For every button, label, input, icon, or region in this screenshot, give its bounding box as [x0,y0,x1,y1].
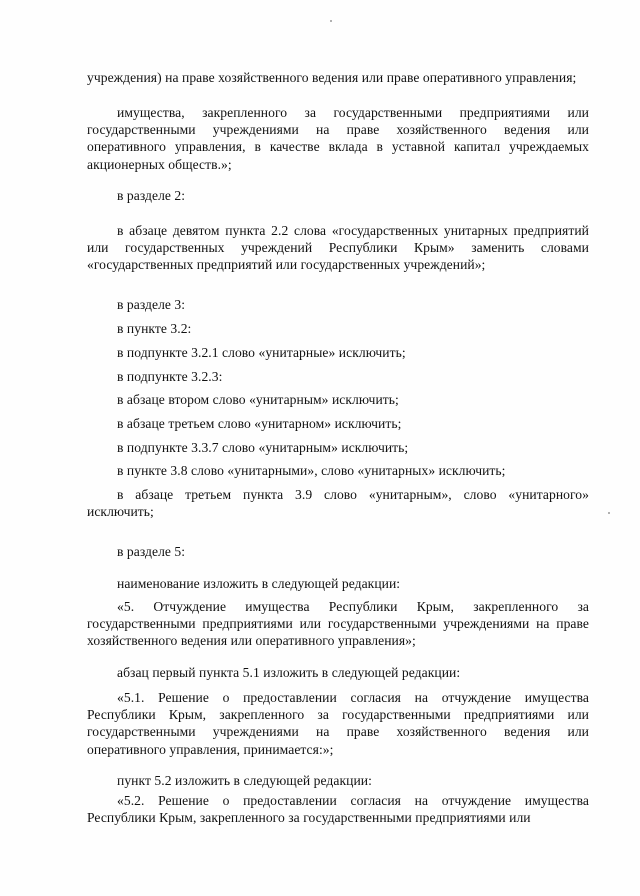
paragraph-point-5-1-wording: абзац первый пункта 5.1 изложить в следующей редакции: [117,665,461,680]
paragraph-third-abzac: в абзаце третьем слово «унитарном» исключить; [117,416,402,431]
paragraph-subpoint-3-2-1: в подпункте 3.2.1 слово «унитарные» исключить; [117,345,406,360]
paragraph-point-3-9: в абзаце третьем пункта 3.9 слово «унитарным», слово «унитарного» исключить; [87,487,589,520]
paragraph-section-5: в разделе 5: [117,544,186,559]
paragraph-title-wording: наименование изложить в следующей редакции: [117,576,401,591]
paragraph-quoted-title-5: «5. Отчуждение имущества Республики Крым, закрепленного за государственными предприятиями или государственными учреждениями на праве хозяйственного ведения или оперативного управления»; [87,599,589,649]
paragraph-subpoint-3-3-7: в подпункте 3.3.7 слово «унитарным» исключить; [117,440,409,455]
paragraph-section-3: в разделе 3: [117,297,186,312]
paragraph-point-3-2: в пункте 3.2: [117,321,192,336]
paragraph-property-contribution: имущества, закрепленного за государственными предприятиями или государственными учреждениями на праве хозяйственного ведения или оперативного управления, в качестве вклада в уставной капитал учреждаемых акционерных обществ.»; [87,105,589,172]
paragraph-point-3-8: в пункте 3.8 слово «унитарными», слово «унитарных» исключить; [117,463,506,478]
scan-speck [608,512,610,514]
paragraph-section-2: в разделе 2: [117,188,186,203]
paragraph-subpoint-3-2-3: в подпункте 3.2.3: [117,369,223,384]
paragraph-second-abzac: в абзаце втором слово «унитарным» исключить; [117,392,399,407]
paragraph-clause-2-2: в абзаце девятом пункта 2.2 слова «государственных унитарных предприятий или государственных учреждений Республики Крым» заменить словами «государственных предприятий или государственных учреждений»; [87,223,589,273]
scan-speck [330,20,332,22]
paragraph-point-5-2-wording: пункт 5.2 изложить в следующей редакции: [117,773,372,788]
paragraph-continuation: учреждения) на праве хозяйственного ведения или праве оперативного управления; [87,70,577,85]
paragraph-quoted-5-2: «5.2. Решение о предоставлении согласия на отчуждение имущества Республики Крым, закрепленного за государственными предприятиями или [87,793,589,826]
paragraph-quoted-5-1: «5.1. Решение о предоставлении согласия на отчуждение имущества Республики Крым, закрепленного за государственными предприятиями или государственными учреждениями на праве хозяйственного ведения или оперативного управления, принимается:»; [87,690,589,757]
